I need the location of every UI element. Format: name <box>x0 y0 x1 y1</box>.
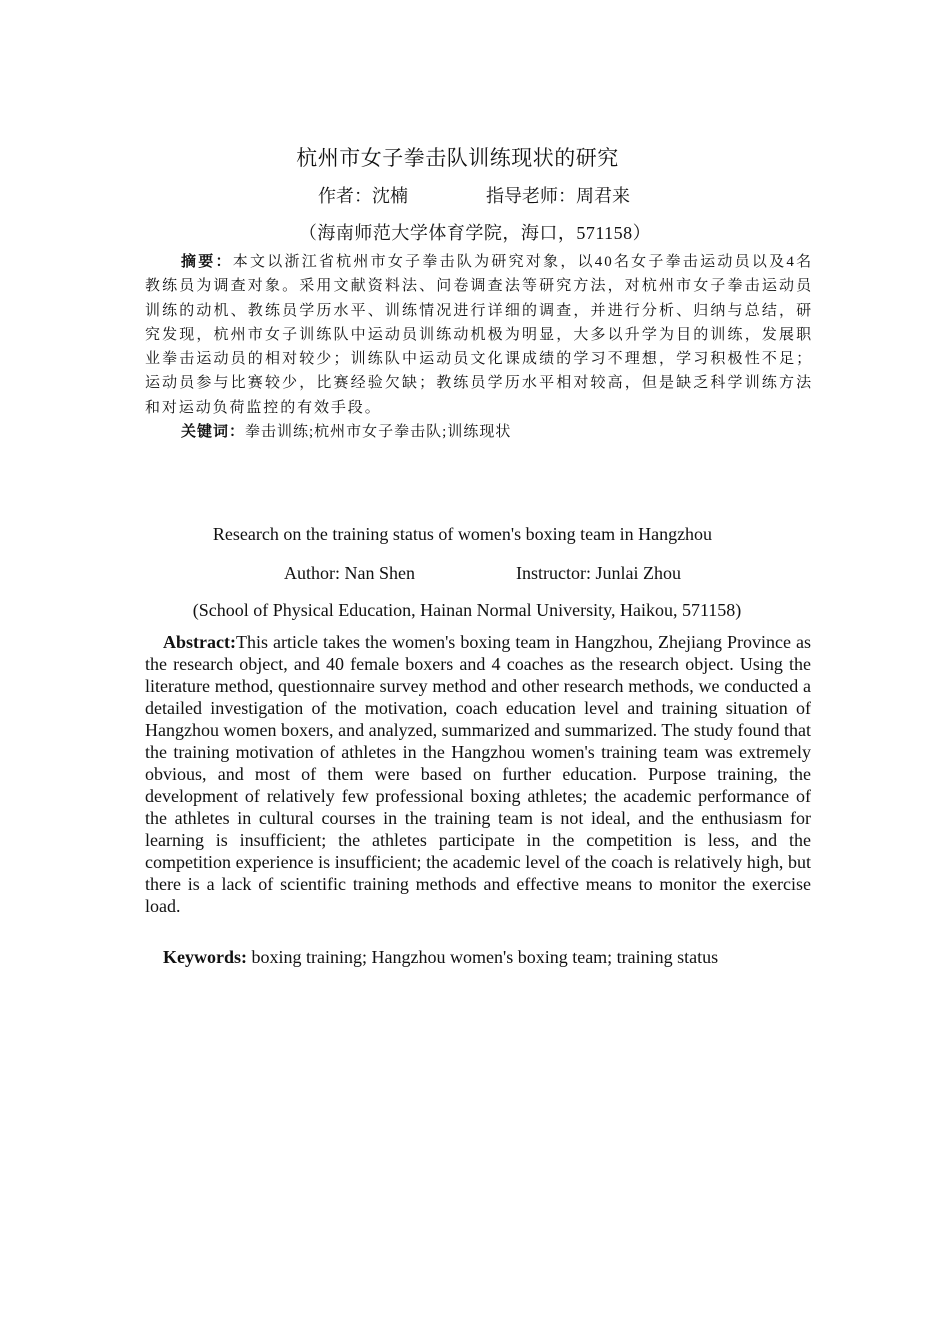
english-abstract-label: Abstract: <box>163 632 236 652</box>
chinese-author: 作者：沈楠 <box>318 186 408 206</box>
english-affiliation: (School of Physical Education, Hainan Normal University, Haikou, 571158) <box>192 600 742 620</box>
english-title: Research on the training status of women's boxing team in Hangzhou <box>212 524 713 544</box>
chinese-instructor: 指导老师：周君来 <box>486 186 630 206</box>
english-abstract <box>145 631 811 917</box>
chinese-keywords-text: 拳击训练;杭州市女子拳击队;训练现状 <box>245 424 512 440</box>
english-author: Author: Nan Shen <box>284 563 415 583</box>
chinese-affiliation: （海南师范大学体育学院，海口，571158） <box>298 223 652 243</box>
chinese-keywords-label: 关键词： <box>181 424 246 440</box>
english-abstract-text: This article takes the women's boxing team in Hangzhou, Zhejiang Province as the research object, and 40 female boxers and 4 coaches as the research object. Using the literature method, questionnaire survey method and other research methods, we conducted a detailed investigation of the motivation, coach education level and training situation of Hangzhou women boxers, and analyzed, summarized and summarized. The study found that the training motivation of athletes in the Hangzhou women's training team was extremely obvious, and most of them were based on further education. Purpose training, the development of relatively few professional boxing athletes; the academic performance of the athletes in cultural courses in the training team is not ideal, and the enthusiasm for learning is insufficient; the athletes participate in the competition is less, and the competition experience is insufficient; the academic level of the coach is relatively high, but there is a lack of scientific training methods and effective means to monitor the exercise load. <box>145 632 811 916</box>
english-keywords <box>163 946 823 968</box>
chinese-title: 杭州市女子拳击队训练现状的研究 <box>296 146 619 170</box>
english-keywords-text: boxing training; Hangzhou women's boxing team; training status <box>247 947 719 967</box>
english-instructor: Instructor: Junlai Zhou <box>516 563 681 583</box>
chinese-abstract <box>145 250 813 420</box>
chinese-abstract-text: 本文以浙江省杭州市女子拳击队为研究对象，以40名女子拳击运动员以及4名教练员为调查对象。采用文献资料法、问卷调查法等研究方法，对杭州市女子拳击运动员训练的动机、教练员学历水平、训练情况进行详细的调查，并进行分析、归纳与总结，研究发现，杭州市女子训练队中运动员训练动机极为明显，大多以升学为目的训练，发展职业拳击运动员的相对较少；训练队中运动员文化课成绩的学习不理想，学习积极性不足；运动员参与比赛较少，比赛经验欠缺；教练员学历水平相对较高，但是缺乏科学训练方法和对运动负荷监控的有效手段。 <box>145 254 813 416</box>
chinese-abstract-label: 摘要： <box>181 254 233 270</box>
english-keywords-label: Keywords: <box>163 947 247 967</box>
chinese-keywords <box>181 420 821 444</box>
